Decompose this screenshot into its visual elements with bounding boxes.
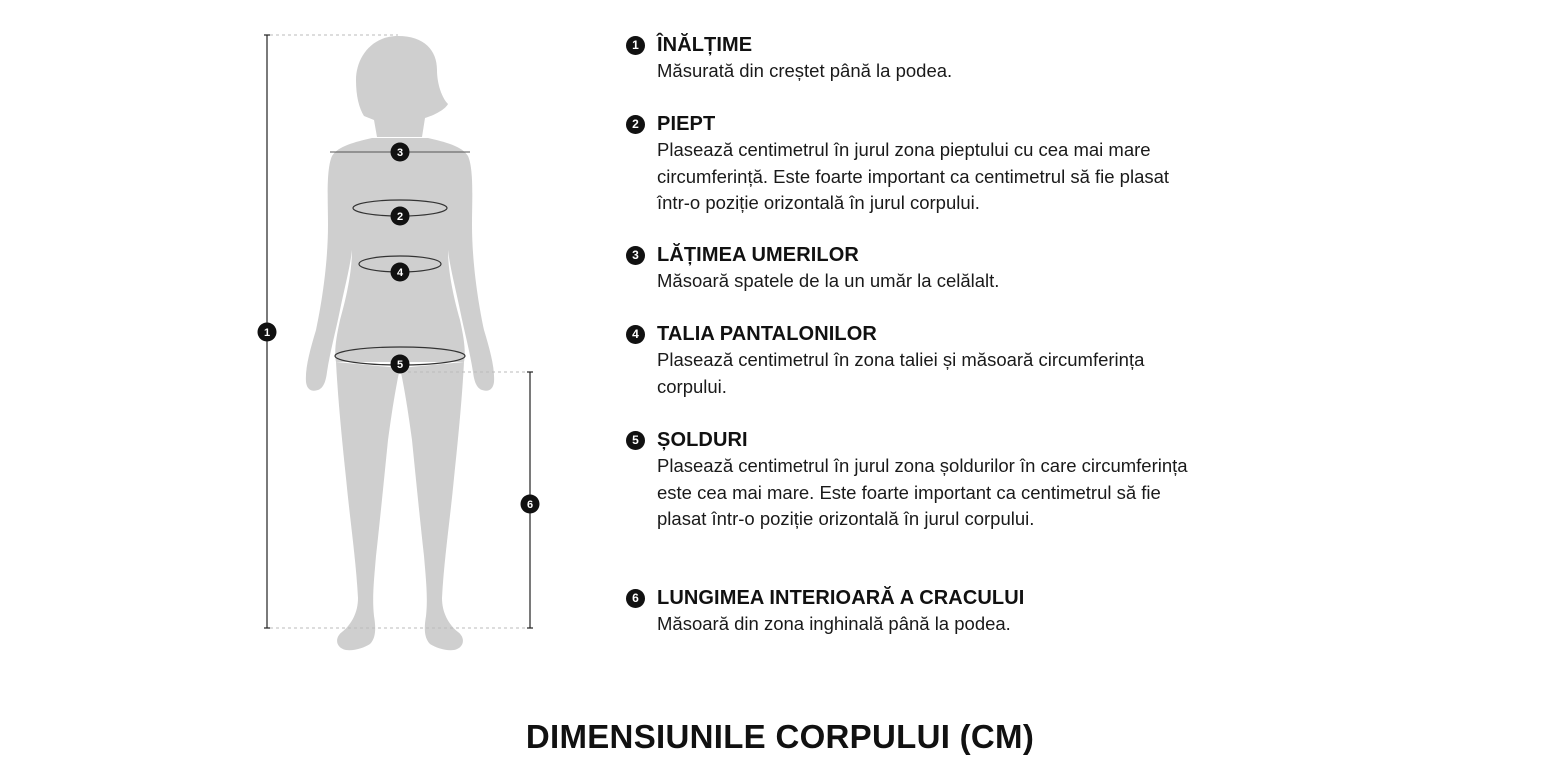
instruction-title: ÎNĂLȚIME [657,34,753,56]
instruction-number-badge: 1 [626,36,645,55]
instruction-description: Măsoară din zona inghinală până la podea. [657,613,1011,634]
marker-2-label: 2 [396,211,404,223]
marker-3 [391,143,410,162]
marker-4 [391,263,410,282]
instruction-shoulder-width [626,242,1197,295]
instruction-title: LĂȚIMEA UMERILOR [657,244,859,266]
instruction-description: Plasează centimetrul în jurul zona pieptului cu cea mai mare circumferință. Este foarte important ca centimetrul să fie plasat într-o poziție orizontală în jurul corpului. [657,139,1170,213]
marker-6 [521,495,540,514]
marker-6-label: 6 [526,499,534,511]
instruction-title: TALIA PANTALONILOR [657,323,877,345]
instruction-description: Măsoară spatele de la un umăr la celălalt. [657,270,1000,291]
instruction-number-badge: 6 [626,589,645,608]
marker-4-label: 4 [396,267,404,279]
instruction-title: PIEPT [657,113,716,135]
instruction-trouser-waist [626,321,1197,400]
marker-5 [391,355,410,374]
female-silhouette [306,36,494,650]
instruction-number-badge: 3 [626,246,645,265]
instruction-number-badge: 4 [626,325,645,344]
instruction-inseam [626,585,1197,638]
body-measurement-figure [0,0,600,680]
instruction-number-badge: 2 [626,115,645,134]
marker-1 [258,323,277,342]
instruction-title: ȘOLDURI [657,429,748,451]
instruction-description: Plasează centimetrul în zona taliei și măsoară circumferința corpului. [657,349,1145,397]
instruction-hips [626,427,1197,533]
instruction-number-badge: 5 [626,431,645,450]
instruction-title: LUNGIMEA INTERIOARĂ A CRACULUI [657,587,1025,609]
instruction-description: Plasează centimetrul în jurul zona șoldurilor în care circumferința este cea mai mare. Este foarte important ca centimetrul să fie plasat într-o poziție orizontală în jurul corpului. [657,455,1188,529]
page-title: DIMENSIUNILE CORPULUI (CM) [525,718,1035,755]
instruction-height [626,32,1197,85]
marker-3-label: 3 [396,147,404,159]
instruction-description: Măsurată din creștet până la podea. [657,60,953,81]
instruction-chest [626,111,1197,217]
marker-1-label: 1 [263,327,271,339]
marker-2 [391,207,410,226]
marker-5-label: 5 [396,359,404,371]
